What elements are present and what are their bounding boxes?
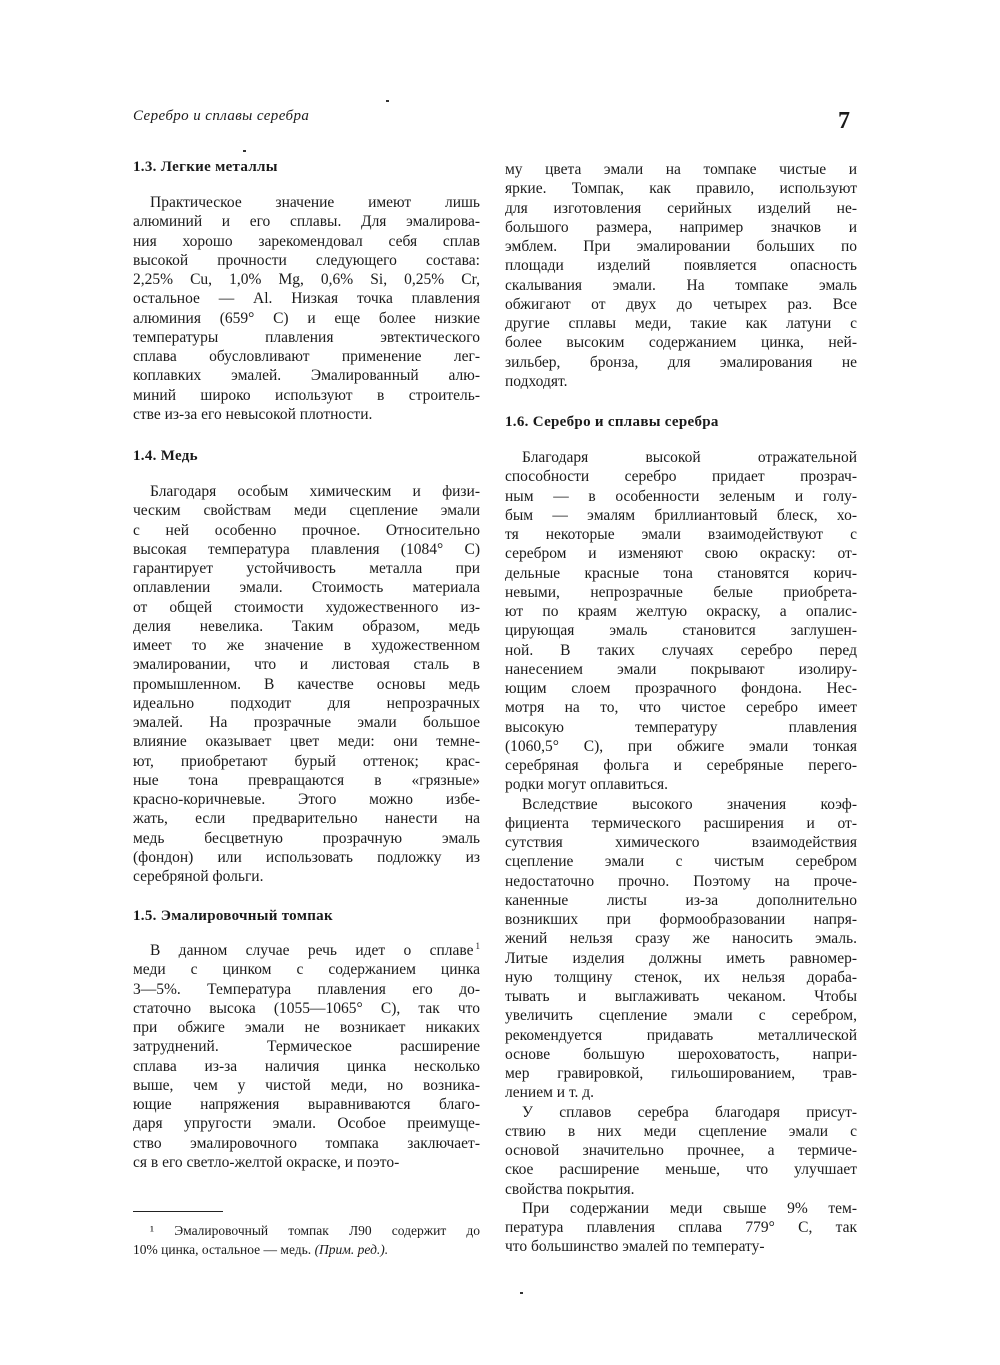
text-line: Вследствие высокого значения коэф- bbox=[522, 795, 857, 813]
text-line: Благодаря высокой отражательной bbox=[522, 449, 857, 466]
text-line: ные тона превращаются в «грязные» bbox=[133, 771, 480, 789]
text-line: жать, если предварительно нанести на bbox=[133, 810, 480, 828]
section-1-6-body bbox=[505, 448, 857, 1257]
text-line: ское расширение меньше, что улучшает bbox=[505, 1161, 857, 1179]
text-line: ющие напряжения выравниваются благо- bbox=[133, 1096, 480, 1113]
text-line: тя некоторые эмали взаимодействуют с bbox=[505, 526, 857, 543]
text-line: серебряная фольга и серебряные перего- bbox=[505, 757, 857, 774]
text-line: от общей стоимости художественного из- bbox=[133, 598, 480, 616]
text-line: сплава из-за наличия цинка несколько bbox=[133, 1057, 480, 1075]
text-line: эмалировании, что и листовая сталь в bbox=[133, 656, 480, 674]
text-line: красно-коричневые. Этого можно избе- bbox=[133, 791, 480, 808]
text-line: свойства покрытия. bbox=[505, 1180, 635, 1198]
text-line: нанесением эмали покрывают изолиру- bbox=[505, 660, 857, 678]
footnote-rule bbox=[133, 1211, 223, 1212]
text-line: имеет то же значение в художественном bbox=[133, 637, 480, 654]
text-line: (1060,5° С), при обжиге эмали тонкая bbox=[505, 737, 857, 755]
text-line: ным — в особенности зеленым и голу- bbox=[505, 487, 857, 505]
text-line: ствию в них меди сцепление эмали с bbox=[505, 1122, 857, 1140]
footnote-line bbox=[133, 1240, 480, 1259]
text-line: (фондон) или использовать подложку из bbox=[133, 848, 480, 866]
text-line: миний широко используют в строитель- bbox=[133, 386, 480, 404]
text-line: жений нельзя сразу же наносить эмаль. bbox=[505, 930, 857, 948]
text-line: эмблем. При эмалировании больших по bbox=[505, 238, 857, 255]
text-line: Практическое значение имеют лишь bbox=[150, 194, 480, 211]
text-line: скалывания эмали. На томпаке эмаль bbox=[505, 276, 857, 294]
text-line: 3—5%. Температура плавления его до- bbox=[133, 980, 480, 998]
text-line: способности серебро придает прозрач- bbox=[505, 468, 857, 486]
text-line: пература плавления сплава 779° С, так bbox=[505, 1219, 857, 1236]
section-heading-1-4: 1.4. Медь bbox=[133, 448, 198, 464]
page-number: 7 bbox=[838, 108, 850, 134]
text-line: ся в его светло-желтой окраске, и поэто- bbox=[133, 1153, 400, 1171]
text-line: ют по краям желтую окраску, а опалис- bbox=[505, 603, 857, 620]
text-line: тывать и выглаживать чеканом. Чтобы bbox=[505, 988, 857, 1005]
scan-speck bbox=[520, 1292, 523, 1294]
section-1-5-body bbox=[133, 941, 480, 1172]
text-line: обжигают от двух до четырех раз. Все bbox=[505, 295, 857, 313]
text-line: ной. В таких случаях серебро перед bbox=[505, 641, 857, 659]
text-line: ния хорошо зарекомендовал себя сплав bbox=[133, 232, 480, 250]
text-line: подходят. bbox=[505, 372, 568, 390]
text-line: рекомендуется придавать металлической bbox=[505, 1026, 857, 1044]
footnote bbox=[133, 1221, 480, 1259]
text-line: цирующая эмаль становится заглушен- bbox=[505, 622, 857, 640]
text-line: при обжиге эмали не возникает никаких bbox=[133, 1019, 480, 1036]
text-line: Литые изделия должны иметь равномер- bbox=[505, 949, 857, 967]
text-line: статочно высока (1055—1065° С), так что bbox=[133, 999, 480, 1017]
section-heading-1-3: 1.3. Легкие металлы bbox=[133, 159, 278, 175]
text-line: влияние оказывает цвет меди: они темне- bbox=[133, 733, 480, 751]
text-line: остальное — Al. Низкая точка плавления bbox=[133, 290, 480, 308]
text-line: большого размера, например значков и bbox=[505, 218, 857, 236]
text-line: стве из-за его невысокой плотности. bbox=[133, 405, 373, 423]
text-line: алюминий и его сплавы. Для эмалирова- bbox=[133, 213, 480, 231]
text-line: даря упругости эмали. Особое преимуще- bbox=[133, 1115, 480, 1133]
text-line: идеально подходит для непрозрачных bbox=[133, 694, 480, 712]
scan-speck bbox=[386, 100, 389, 102]
text-line: медь бесцветную прозрачную эмаль bbox=[133, 829, 480, 847]
text-line: недостаточно прочно. Поэтому на проче- bbox=[505, 872, 857, 890]
text-line: высокой прочности следующего состава: bbox=[133, 251, 480, 269]
text-line: фициента термического расширения и от- bbox=[505, 814, 857, 832]
text-line: эмалей. На прозрачные эмали большое bbox=[133, 714, 480, 731]
text-line: другие сплавы меди, такие как латуни с bbox=[505, 315, 857, 332]
text-line: более высоким содержанием цинка, ней- bbox=[505, 334, 857, 352]
text-line: невыми, непрозрачные белые приобрета- bbox=[505, 583, 857, 601]
editor-note: (Прим. ред.). bbox=[314, 1242, 389, 1257]
text-line: сплава обусловливают применение лег- bbox=[133, 348, 480, 365]
text-line: У сплавов серебра благодаря присут- bbox=[522, 1103, 857, 1121]
text-line: ческим свойствам меди сцепление эмали bbox=[133, 502, 480, 520]
text-line: сутствия химического взаимодействия bbox=[505, 834, 857, 851]
text-line: 2,25% Cu, 1,0% Mg, 0,6% Si, 0,25% Cr, bbox=[133, 271, 480, 288]
text-line: алюминия (659° С) и еще более низкие bbox=[133, 309, 480, 327]
text-line: му цвета эмали на томпаке чистые и bbox=[505, 161, 857, 178]
section-heading-1-5: 1.5. Эмалировочный томпак bbox=[133, 908, 333, 924]
text-line: бым — эмалям бриллиантовый блеск, хо- bbox=[505, 506, 857, 524]
text-line: гарантирует устойчивость металла при bbox=[133, 560, 480, 577]
text-line: В данном случае речь идет о сплаве $^1$ bbox=[150, 940, 480, 959]
text-line: температуры плавления эвтектического bbox=[133, 328, 480, 346]
text-line: ство эмалировочного томпака заключает- bbox=[133, 1134, 480, 1152]
text-line: ющим слоем прозрачного фондона. Нес- bbox=[505, 680, 857, 697]
text-line: с ней особенно прочное. Относительно bbox=[133, 521, 480, 539]
running-header: Серебро и сплавы серебра bbox=[133, 108, 310, 124]
continued-text bbox=[505, 160, 857, 391]
scan-speck bbox=[243, 150, 246, 152]
text-line: затруднений. Термическое расширение bbox=[133, 1038, 480, 1056]
text-line: ную толщину стенок, их нельзя дораба- bbox=[505, 968, 857, 986]
text-line: каненные листы из-за дополнительно bbox=[505, 891, 857, 909]
text-line: высокую температуру плавления bbox=[505, 718, 857, 736]
text-line: При содержании меди свыше 9% тем- bbox=[522, 1199, 857, 1217]
text-line: коплавких эмалей. Эмалированный алю- bbox=[133, 367, 480, 385]
text-line: основой значительно прочнее, а термиче- bbox=[505, 1142, 857, 1159]
text-line: Благодаря особым химическим и физи- bbox=[150, 483, 480, 500]
footnote-text: 10% цинка, остальное — медь. bbox=[133, 1242, 312, 1257]
text-line: мер гравировкой, гильошированием, трав- bbox=[505, 1065, 857, 1082]
section-heading-1-6: 1.6. Серебро и сплавы серебра bbox=[505, 414, 719, 430]
text-line: возникших при формообразовании напря- bbox=[505, 911, 857, 928]
text-line: ют, приобретают бурый оттенок; крас- bbox=[133, 752, 480, 770]
text-line: высокая температура плавления (1084° С) bbox=[133, 540, 480, 558]
text-line: что большинство эмалей по температу- bbox=[505, 1238, 765, 1256]
text-line: зильбер, бронза, для эмалирования не bbox=[505, 353, 857, 371]
text-line: делия невелика. Таким образом, медь bbox=[133, 617, 480, 635]
text-line: сцепление эмали с чистым серебром bbox=[505, 853, 857, 871]
text-line: увеличить сцепление эмали с серебром, bbox=[505, 1007, 857, 1025]
text-line: выше, чем у чистой меди, но возника- bbox=[133, 1076, 480, 1094]
text-line: меди с цинком с содержанием цинка bbox=[133, 961, 480, 979]
text-line: промышленном. В качестве основы медь bbox=[133, 675, 480, 693]
section-1-3-body bbox=[133, 193, 480, 424]
text-line: дельные красные тона становятся корич- bbox=[505, 564, 857, 582]
text-line: серебром и изменяют свою окраску: от- bbox=[505, 545, 857, 563]
text-line: основе большую шероховатость, напри- bbox=[505, 1045, 857, 1063]
text-line: оплавлении эмали. Стоимость материала bbox=[133, 579, 480, 597]
text-line: яркие. Томпак, как правило, используют bbox=[505, 180, 857, 198]
footnote-line: ¹ Эмалировочный томпак Л90 содержит до bbox=[150, 1223, 480, 1238]
footnote-marker: 1 bbox=[475, 940, 480, 951]
text-line: площади изделий появляется опасность bbox=[505, 257, 857, 275]
section-1-4-body bbox=[133, 482, 480, 886]
text-line: родки могут оплавиться. bbox=[505, 776, 668, 794]
text-line: для изготовления серийных изделий не- bbox=[505, 199, 857, 217]
text-line: мотря на то, что чистое серебро имеет bbox=[505, 699, 857, 717]
text-line: серебряной фольги. bbox=[133, 868, 264, 885]
text-line: лением и т. д. bbox=[505, 1084, 595, 1102]
